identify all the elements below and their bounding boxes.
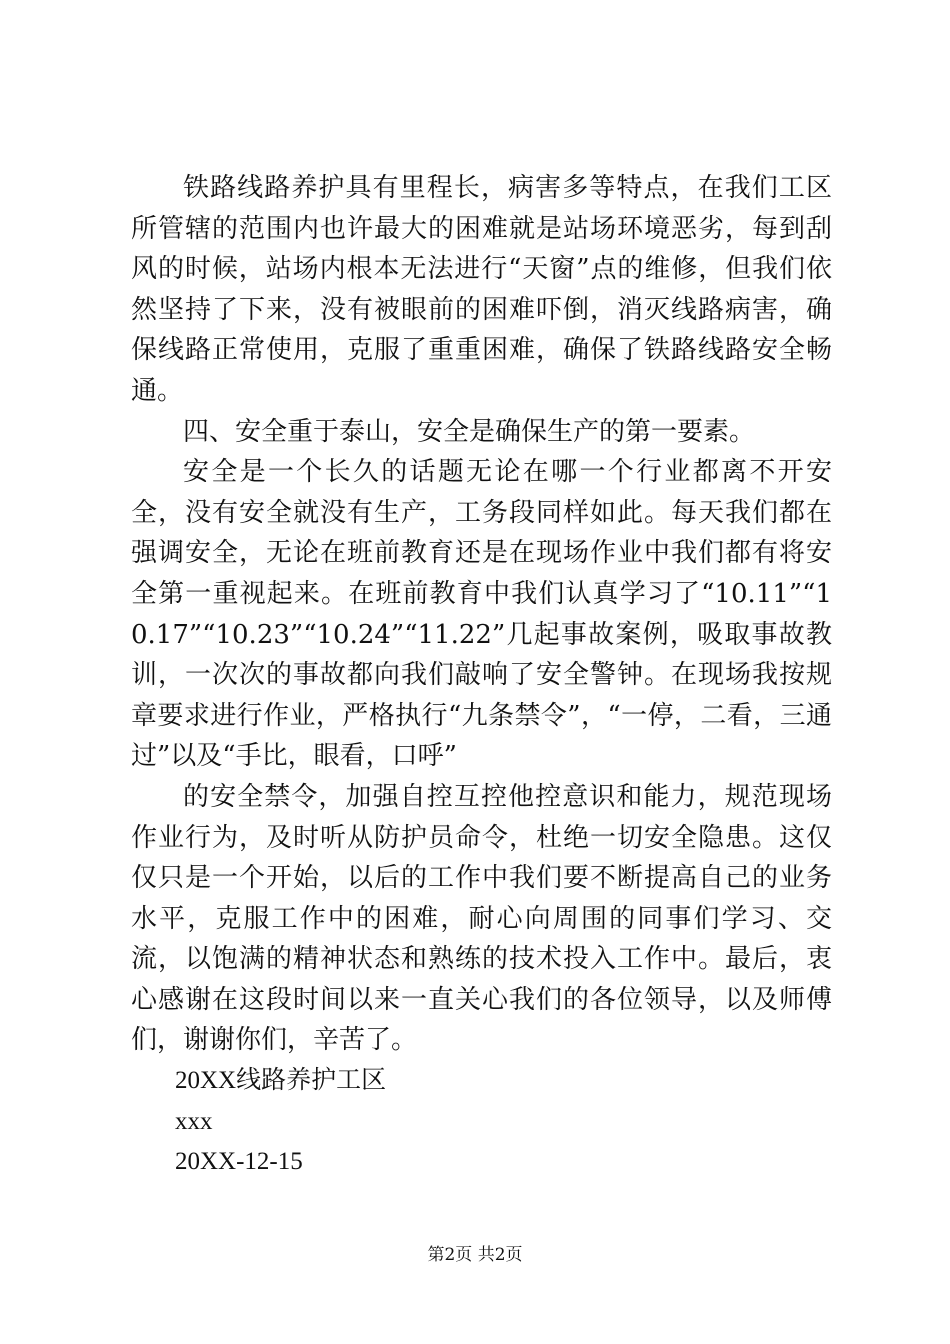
paragraph-track-maintenance: 铁路线路养护具有里程长，病害多等特点，在我们工区所管辖的范围内也许最大的困难就是站场环境恶劣，每到刮风的时候，站场内根本无法进行“天窗”点的维修，但我们依然坚持了下来，没有被眼前的困难吓倒，消灭线路病害，确保线路正常使用，克服了重重困难，确保了铁路线路安全畅通。: [131, 173, 832, 406]
signature-org: 20XX线路养护工区: [175, 1067, 387, 1095]
page-number: 第2页 共2页: [427, 1245, 523, 1265]
document-body: [131, 168, 832, 1183]
page-footer: [0, 1244, 950, 1266]
signature-name: xxx: [175, 1107, 213, 1135]
signature-date: 20XX-12-15: [175, 1148, 303, 1176]
section-heading-safety: 四、安全重于泰山，安全是确保生产的第一要素。: [183, 416, 756, 447]
paragraph-closing: 的安全禁令，加强自控互控他控意识和能力，规范现场作业行为，及时听从防护员命令，杜绝一切安全隐患。这仅仅只是一个开始，以后的工作中我们要不断提高自己的业务水平，克服工作中的困难，耐心向周围的同事们学习、交流，以饱满的精神状态和熟练的技术投入工作中。最后，衷心感谢在这段时间以来一直关心我们的各位领导，以及师傅们，谢谢你们，辛苦了。: [131, 781, 832, 1056]
paragraph-safety: 安全是一个长久的话题无论在哪一个行业都离不开安全，没有安全就没有生产，工务段同样如此。每天我们都在强调安全，无论在班前教育还是在现场作业中我们都有将安全第一重视起来。在班前教育中我们认真学习了“10.11”“10.17”“10.23”“10.24”“11.22”几起事故案例，吸取事故教训，一次次的事故都向我们敲响了安全警钟。在现场我按规章要求进行作业，严格执行“九条禁令”，“一停，二看，三通过”以及“手比，眼看，口呼”: [131, 457, 832, 772]
